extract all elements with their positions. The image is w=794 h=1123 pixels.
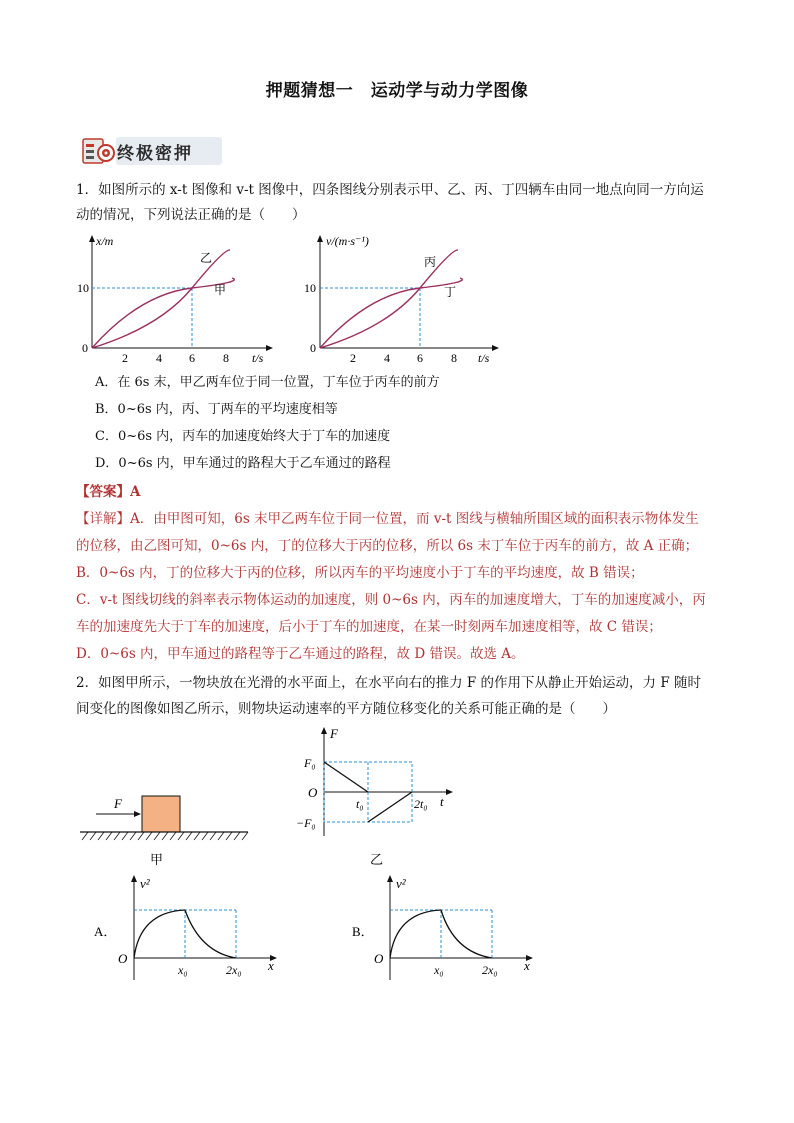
xtick-6: 6 xyxy=(189,351,195,365)
q1-option-a: A．在 6s 末，甲乙两车位于同一位置，丁车位于丙车的前方 xyxy=(95,375,440,390)
force-label: F xyxy=(114,796,122,811)
q2-stem-line1: 2．如图甲所示，一物块放在光滑的水平面上，在水平向右的推力 F 的作用下从静止开始运动，力 F 随时 xyxy=(76,675,701,691)
choice-b-graph xyxy=(350,872,540,984)
q1-detail-line1: 【详解】A．由甲图可知，6s 末甲乙两车位于同一位置，而 v-t 图线与横轴所围区域的面积表示物体发生 xyxy=(76,511,699,527)
x0-label: x₀ xyxy=(178,963,188,977)
caption-yi: 乙 xyxy=(370,852,384,867)
curve-rise xyxy=(134,910,185,958)
label-bing: 丙 xyxy=(424,255,437,269)
xlabel: t/s xyxy=(478,351,490,365)
xlabel: x xyxy=(268,958,274,973)
label-yi: 乙 xyxy=(200,251,213,265)
label-ding: 丁 xyxy=(444,285,457,299)
xtick-6: 6 xyxy=(417,351,423,365)
xtick-2: 2 xyxy=(122,351,128,365)
choice-letter: A． xyxy=(94,924,117,939)
f0-label: F₀ xyxy=(304,756,316,770)
xtick-2: 2 xyxy=(350,351,356,365)
ylabel: x/m xyxy=(96,234,114,248)
block xyxy=(142,796,180,832)
label-jia: 甲 xyxy=(214,283,227,297)
q1-stem-line1: 1．如图所示的 x-t 图像和 v-t 图像中，四条图线分别表示甲、乙、丙、丁四辆车由同一地点向同一方向运 xyxy=(76,182,704,198)
q1-detail-line4: C．v-t 图线切线的斜率表示物体运动的加速度，则 0~6s 内，丙车的加速度增大，丁车的加速度减小，丙 xyxy=(76,592,706,608)
ylabel: v² xyxy=(396,876,406,891)
two-t0-label: 2t₀ xyxy=(414,797,428,811)
two-x0-label: 2x₀ xyxy=(482,963,498,977)
origin: 0 xyxy=(82,341,88,355)
q1-detail-line2: 的位移，由乙图可知，0~6s 内，丁的位移大于丙的位移，所以 6s 末丁车位于丙车的前方，故 A 正确； xyxy=(76,538,699,554)
q1-option-c: C．0~6s 内，丙车的加速度始终大于丁车的加速度 xyxy=(95,429,391,444)
q1-answer: 【答案】A xyxy=(76,484,141,500)
xt-graph xyxy=(77,232,280,368)
q1-detail-line6: D．0~6s 内，甲车通过的路程等于乙车通过的路程，故 D 错误。故选 A。 xyxy=(76,646,525,662)
origin: O xyxy=(374,951,384,966)
ytick: 10 xyxy=(77,281,89,295)
page-title: 押题猜想一 运动学与动力学图像 xyxy=(265,81,529,101)
curve-fall xyxy=(441,910,492,958)
xtick-4: 4 xyxy=(384,351,390,365)
curve-bing xyxy=(320,250,458,348)
force-line-1 xyxy=(324,762,368,792)
origin: 0 xyxy=(310,341,316,355)
q1-detail-line3: B．0~6s 内，丁的位移大于丙的位移，所以丙车的平均速度小于丁车的平均速度，故 B 错误； xyxy=(76,565,644,581)
xlabel: x xyxy=(524,958,530,973)
choice-letter: B． xyxy=(352,924,374,939)
caption-jia: 甲 xyxy=(150,852,164,867)
ylabel: v² xyxy=(140,876,150,891)
q1-option-d: D．0~6s 内，甲车通过的路程大于乙车通过的路程 xyxy=(95,456,391,471)
banner-label: 终极密押 xyxy=(117,144,193,164)
origin: O xyxy=(308,785,318,800)
xtick-8: 8 xyxy=(223,351,229,365)
x0-label: x₀ xyxy=(434,963,444,977)
xtick-4: 4 xyxy=(156,351,162,365)
force-line-2 xyxy=(368,792,412,822)
q1-stem-line2: 动的情况，下列说法正确的是（ ） xyxy=(76,207,306,223)
q1-detail-line5: 车的加速度先大于丁车的加速度，后小于丁车的加速度，在某一时刻两车加速度相等，故 C 错误； xyxy=(76,619,662,635)
xtick-8: 8 xyxy=(451,351,457,365)
curve-rise xyxy=(390,910,441,958)
two-x0-label: 2x₀ xyxy=(226,963,242,977)
xlabel: t xyxy=(440,794,444,809)
ylabel: v/(m·s⁻¹) xyxy=(326,234,369,248)
curve-fall xyxy=(185,910,236,958)
ytick: 10 xyxy=(304,281,316,295)
fig-jia xyxy=(72,780,252,870)
t0-label: t₀ xyxy=(356,797,364,811)
fig-yi xyxy=(290,724,460,870)
q1-option-b: B．0~6s 内，丙、丁两车的平均速度相等 xyxy=(95,402,338,417)
xlabel: t/s xyxy=(252,351,264,365)
ground-hatch xyxy=(82,832,248,840)
neg-f0-label: −F₀ xyxy=(296,816,316,830)
choice-a-graph xyxy=(92,872,282,984)
ylabel: F xyxy=(330,726,338,741)
q2-stem-line2: 间变化的图像如图乙所示，则物块运动速率的平方随位移变化的关系可能正确的是（ ） xyxy=(76,701,616,717)
vt-graph xyxy=(296,232,496,368)
origin: O xyxy=(118,951,128,966)
target-icon xyxy=(82,136,116,166)
